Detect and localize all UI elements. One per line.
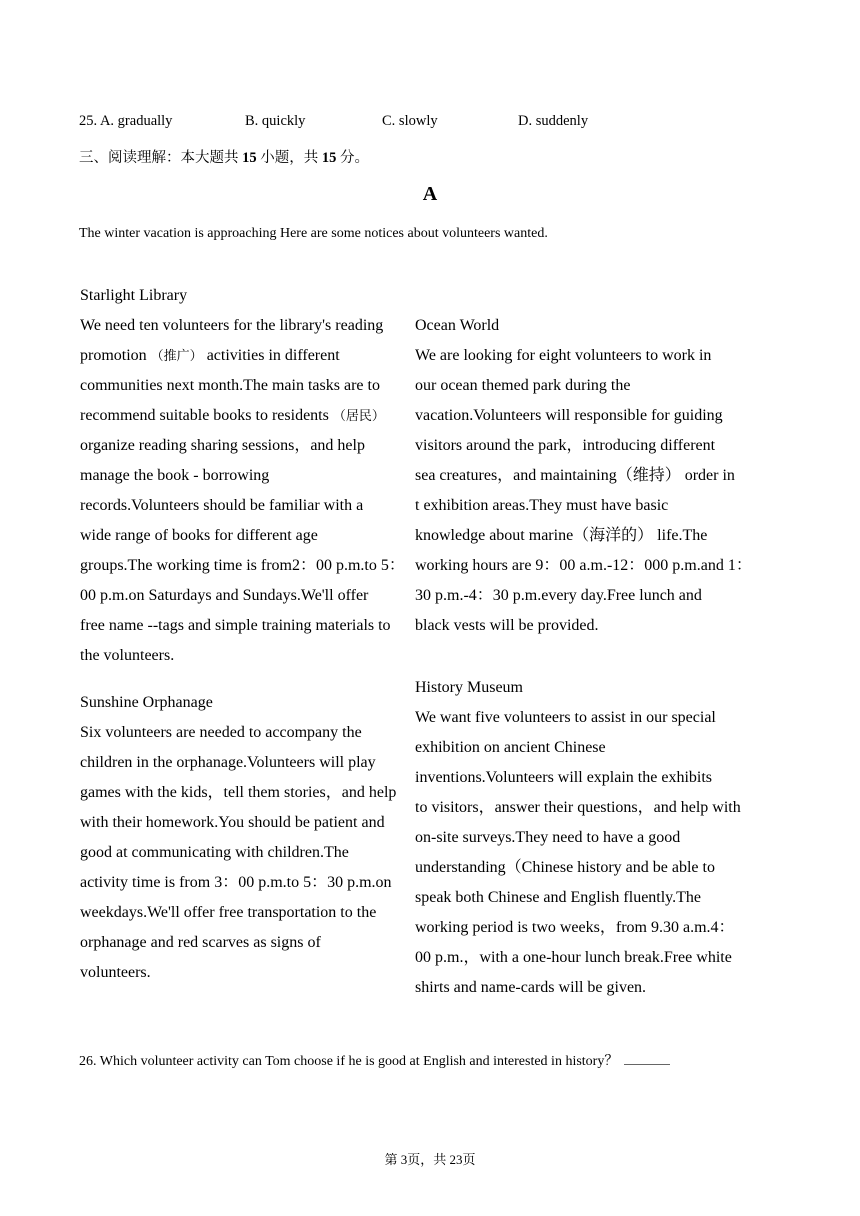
section-header-mid: 小题，共 (256, 150, 322, 166)
notice-line: to visitors，answer their questions，and help with (415, 799, 741, 816)
q25-number-and-option-a (79, 113, 172, 130)
notice-line: black vests will be provided. (415, 617, 599, 634)
notice-title: Sunshine Orphanage (80, 694, 213, 711)
notice-line (80, 401, 405, 431)
notice-line: good at communicating with children.The (80, 844, 349, 861)
notice-line: on-site surveys.They need to have a good (415, 829, 681, 846)
notice-line: organize reading sharing sessions，and help (80, 437, 365, 454)
notice-title: History Museum (415, 679, 523, 696)
section-header-prefix: 三、阅读理解：本大题共 (79, 150, 243, 166)
notice-text: promotion (80, 347, 151, 364)
notice-starlight-library (80, 281, 405, 671)
notice-line: working period is two weeks，from 9.30 a.m.4： (415, 919, 735, 936)
notice-line: the volunteers. (80, 647, 175, 664)
q25-option-b: B. quickly (245, 113, 306, 129)
section-header-suffix: 分。 (336, 150, 369, 166)
notice-line: free name --tags and simple training materials to (80, 617, 391, 634)
q25-option-c: C. slowly (382, 113, 438, 129)
notice-line: wide range of books for different age (80, 527, 318, 544)
notice-line: speak both Chinese and English fluently.The (415, 889, 702, 906)
section-score: 15 (321, 150, 337, 166)
q25-number: 25. (79, 113, 98, 129)
notice-history-museum (415, 673, 741, 1003)
notice-ocean-world (415, 311, 752, 641)
notice-text: recommend suitable books to residents (80, 407, 333, 424)
notice-line: activity time is from 3：00 p.m.to 5：30 p.m.on (80, 874, 392, 891)
notice-line: Six volunteers are needed to accompany the (80, 724, 362, 741)
notice-line: inventions.Volunteers will explain the exhibits (415, 769, 712, 786)
notice-title: Ocean World (415, 317, 500, 334)
question-26 (79, 1050, 670, 1070)
notice-sunshine-orphanage (80, 688, 396, 988)
question-26-text: 26. Which volunteer activity can Tom choose if he is good at English and interested in history？ (79, 1054, 619, 1069)
answer-blank[interactable] (624, 1052, 670, 1065)
notice-line: games with the kids，tell them stories，and help (80, 784, 397, 801)
notice-line: understanding（Chinese history and be able to (415, 859, 715, 876)
section-header (79, 146, 369, 167)
notice-line: children in the orphanage.Volunteers will play (80, 754, 376, 771)
notice-line: We want five volunteers to assist in our special (415, 709, 716, 726)
notice-line: We need ten volunteers for the library's reading (80, 317, 384, 334)
notice-line: weekdays.We'll offer free transportation to the (80, 904, 377, 921)
notice-line: t exhibition areas.They must have basic (415, 497, 669, 514)
notice-line: our ocean themed park during the (415, 377, 631, 394)
notice-line: visitors around the park，introducing different (415, 437, 716, 454)
notice-line: exhibition on ancient Chinese (415, 739, 606, 756)
gloss-promotion: （推广） (150, 348, 203, 363)
page-footer: 第 3页，共 23页 (384, 1152, 476, 1167)
notice-line: records.Volunteers should be familiar with a (80, 497, 364, 514)
notice-line: We are looking for eight volunteers to work in (415, 347, 712, 364)
q25-option-a: A. gradually (99, 113, 173, 129)
notice-line: sea creatures，and maintaining（维持） order in (415, 467, 735, 484)
notice-line: manage the book - borrowing (80, 467, 270, 484)
notice-line: orphanage and red scarves as signs of (80, 934, 321, 951)
gloss-residents: （居民） (332, 408, 385, 423)
notice-title: Starlight Library (80, 287, 188, 304)
notice-line: shirts and name-cards will be given. (415, 979, 647, 996)
passage-intro: The winter vacation is approaching Here are some notices about volunteers wanted. (79, 226, 548, 241)
notice-line (80, 341, 405, 371)
notice-line: communities next month.The main tasks are to (80, 377, 380, 394)
notice-line: vacation.Volunteers will responsible for guiding (415, 407, 723, 424)
notice-text: activities in different (202, 347, 340, 364)
notice-line: with their homework.You should be patient and (80, 814, 385, 831)
notice-line: 30 p.m.-4：30 p.m.every day.Free lunch and (415, 587, 702, 604)
notice-line: 00 p.m.on Saturdays and Sundays.We'll offer (80, 587, 369, 604)
notice-line: groups.The working time is from2：00 p.m.to 5： (80, 557, 405, 574)
passage-heading: A (422, 183, 438, 205)
notice-line: volunteers. (80, 964, 151, 981)
section-question-count: 15 (242, 150, 257, 166)
notice-line: knowledge about marine（海洋的） life.The (415, 527, 708, 544)
q25-option-d: D. suddenly (518, 113, 589, 129)
notice-line: working hours are 9：00 a.m.-12：000 p.m.and 1： (415, 557, 752, 574)
notice-line: 00 p.m.，with a one-hour lunch break.Free white (415, 949, 732, 966)
